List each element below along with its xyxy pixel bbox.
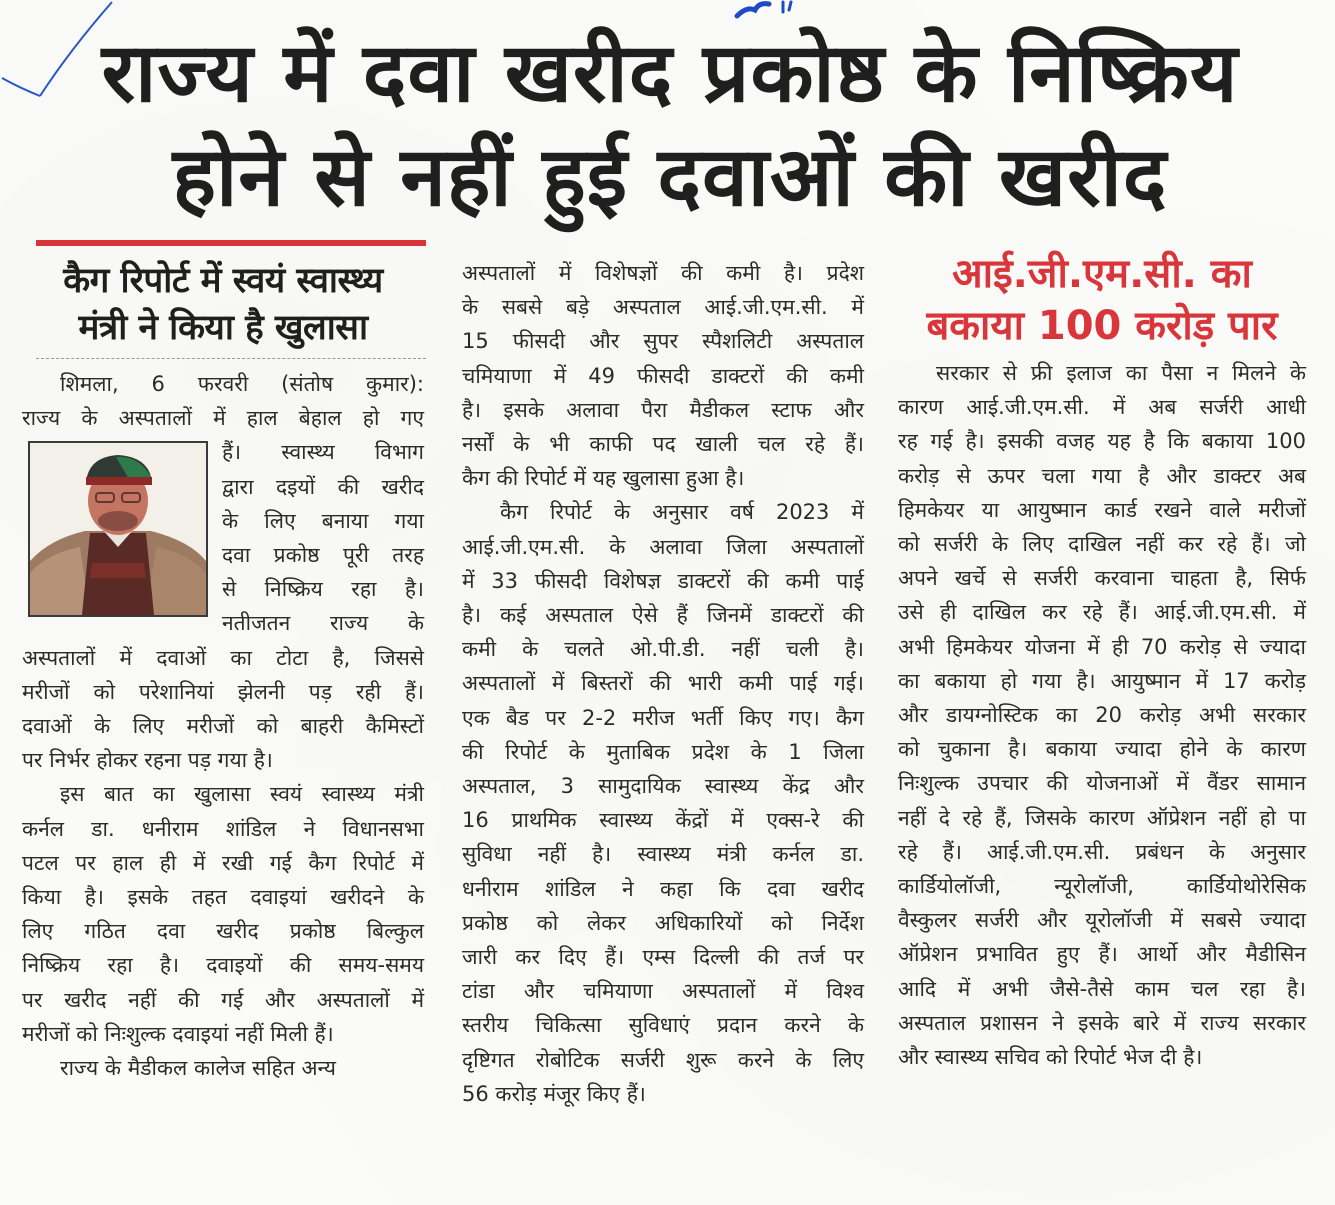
body-line: राज्य के अस्पतालों में हाल बेहाल हो गए xyxy=(22,406,424,431)
middle-column xyxy=(462,256,864,1111)
body-line: दृष्टिगत रोबोटिक सर्जरी शुरू करने के लिए xyxy=(462,1047,864,1072)
body-line: उसे ही दाखिल कर रहे हैं। आई.जी.एम.सी. में xyxy=(898,600,1306,625)
body-line: रह गई है। इसकी वजह यह है कि बकाया 100 xyxy=(898,429,1306,454)
body-line: किया है। इसके तहत दवाइयां खरीदने के xyxy=(22,885,424,910)
minister-photo xyxy=(28,441,208,617)
body-line: वैस्कुलर सर्जरी और यूरोलॉजी में सबसे ज्यादा xyxy=(898,908,1306,933)
body-line: टांडा और चमियाणा अस्पतालों में विश्व xyxy=(462,979,864,1004)
body-line: अस्पताल प्रशासन ने इसके बारे में राज्य सरकार xyxy=(898,1010,1306,1035)
body-line: कैग रिपोर्ट के अनुसार वर्ष 2023 में xyxy=(500,500,864,525)
body-line: करोड़ से ऊपर चला गया है और डाक्टर अब xyxy=(898,463,1306,488)
body-line: जारी कर दिए हैं। एम्स दिल्ली की तर्ज पर xyxy=(462,945,864,970)
body-line: 15 फीसदी और सुपर स्पैशलिटी अस्पताल xyxy=(462,329,864,354)
body-line: कार्डियोलॉजी, न्यूरोलॉजी, कार्डियोथोरेसिक xyxy=(898,874,1306,899)
body-line: कमी के चलते ओ.पी.डी. नहीं चली है। xyxy=(462,637,864,662)
body-line: और स्वास्थ्य सचिव को रिपोर्ट भेज दी है। xyxy=(898,1045,1203,1070)
body-line: और डायग्नोस्टिक का 20 करोड़ अभी सरकार xyxy=(898,703,1306,728)
body-line: राज्य के मैडीकल कालेज सहित अन्य xyxy=(60,1056,336,1081)
body-line: दवा प्रकोष्ठ पूरी तरह xyxy=(222,543,424,568)
body-line: दवाओं के लिए मरीजों को बाहरी कैमिस्टों xyxy=(22,714,424,739)
body-line: लिए गठित दवा खरीद प्रकोष्ठ बिल्कुल xyxy=(22,919,424,944)
body-line: पटल पर हाल ही में रखी गई कैग रिपोर्ट में xyxy=(22,850,424,875)
body-line: नहीं दे रहे हैं, जिसके कारण ऑप्रेशन नहीं हो पा xyxy=(898,805,1306,830)
left-subhead-line-1: कैग रिपोर्ट में स्वयं स्वास्थ्य xyxy=(63,261,383,301)
body-line: अस्पतालों में विशेषज्ञों की कमी है। प्रदेश xyxy=(462,261,864,285)
left-subhead-line-2: मंत्री ने किया है खुलासा xyxy=(78,308,368,348)
headline-line-2: होने से नहीं हुई दवाओं की खरीद xyxy=(172,130,1168,225)
body-line: सरकार से फ्री इलाज का पैसा न मिलने के xyxy=(936,361,1306,385)
body-line: में 33 फीसदी विशेषज्ञ डाक्टरों की कमी पाई xyxy=(462,568,864,593)
body-line: 16 प्राथमिक स्वास्थ्य केंद्रों में एक्स-रे की xyxy=(462,808,864,833)
body-line: धनीराम शांडिल ने कहा कि दवा खरीद xyxy=(462,876,864,901)
body-line: द्वारा दइयों की खरीद xyxy=(222,474,424,499)
body-line: 56 करोड़ मंजूर किए हैं। xyxy=(462,1081,646,1106)
body-line: कारण आई.जी.एम.सी. में अब सर्जरी आधी xyxy=(898,395,1306,420)
right-subhead-line-1: आई.जी.एम.सी. का xyxy=(952,251,1252,297)
body-line: रहे हैं। आई.जी.एम.सी. प्रबंधन के अनुसार xyxy=(898,839,1306,864)
body-line: अपने खर्चे से सर्जरी करवाना चाहता है, सिर्फ xyxy=(898,566,1306,591)
body-line: से निष्क्रिय रहा है। xyxy=(222,577,424,602)
body-line: है। कई अस्पताल ऐसे हैं जिनमें डाक्टरों की xyxy=(462,603,864,628)
body-line: हिमकेयर या आयुष्मान कार्ड रखने वाले मरीजों xyxy=(898,497,1306,522)
body-line: का बकाया हो गया है। आयुष्मान में 17 करोड़ xyxy=(898,668,1306,693)
body-line: नतीजतन राज्य के xyxy=(222,611,424,636)
body-line: अस्पतालों में दवाओं का टोटा है, जिससे xyxy=(22,645,424,670)
body-line: एक बैड पर 2-2 मरीज भर्ती किए गए। कैग xyxy=(462,705,864,730)
body-line: सुविधा नहीं है। स्वास्थ्य मंत्री कर्नल डा. xyxy=(462,842,864,867)
body-line: को चुकाना है। बकाया ज्यादा होने के कारण xyxy=(898,737,1306,762)
body-line: निष्क्रिय रहा है। दवाइयों की समय-समय xyxy=(22,953,424,978)
body-line: के सबसे बड़े अस्पताल आई.जी.एम.सी. में xyxy=(462,295,864,320)
right-subhead-line-2: बकाया 100 करोड़ पार xyxy=(926,303,1278,349)
body-line: पर खरीद नहीं की गई और अस्पतालों में xyxy=(22,987,424,1012)
body-line: को सर्जरी के लिए दाखिल नहीं कर रहे हैं। जो xyxy=(898,532,1306,557)
right-subhead xyxy=(898,248,1306,352)
left-column xyxy=(22,240,424,1085)
thin-divider xyxy=(36,358,426,359)
body-line: मरीजों को निःशुल्क दवाइयां नहीं मिली हैं। xyxy=(22,1021,334,1046)
body-line: अस्पतालों में बिस्तरों की भारी कमी पाई गई। xyxy=(462,671,864,696)
body-line: हैं। स्वास्थ्य विभाग xyxy=(222,440,424,465)
body-line: है। इसके अलावा पैरा मैडीकल स्टाफ और xyxy=(462,397,864,422)
body-line: की रिपोर्ट के मुताबिक प्रदेश के 1 जिला xyxy=(462,739,864,764)
body-line: के लिए बनाया गया xyxy=(222,508,424,533)
portrait-image xyxy=(30,443,206,615)
right-column xyxy=(898,240,1306,1074)
body-line: अस्पताल, 3 सामुदायिक स्वास्थ्य केंद्र और xyxy=(462,774,864,799)
body-line: कैग की रिपोर्ट में यह खुलासा हुआ है। xyxy=(462,466,745,491)
body-line: प्रकोष्ठ को लेकर अधिकारियों को निर्देश xyxy=(462,910,864,935)
body-line: इस बात का खुलासा स्वयं स्वास्थ्य मंत्री xyxy=(60,782,424,807)
body-line: निःशुल्क उपचार की योजनाओं में वैंडर सामान xyxy=(898,771,1306,796)
body-line: अभी हिमकेयर योजना में ही 70 करोड़ से ज्यादा xyxy=(898,634,1306,659)
body-line: कर्नल डा. धनीराम शांडिल ने विधानसभा xyxy=(22,816,424,841)
body-line: चमियाणा में 49 फीसदी डाक्टरों की कमी xyxy=(462,363,864,388)
body-line: आदि में अभी जैसे-तैसे काम चल रहा है। xyxy=(898,976,1306,1001)
body-line: मरीजों को परेशानियां झेलनी पड़ रही हैं। xyxy=(22,679,424,704)
left-subhead xyxy=(22,258,424,352)
body-line: नर्सों के भी काफी पद खाली चल रहे हैं। xyxy=(462,432,864,457)
main-headline xyxy=(40,22,1300,230)
body-line: पर निर्भर होकर रहना पड़ गया है। xyxy=(22,748,273,773)
red-divider xyxy=(36,240,426,246)
body-line: स्तरीय चिकित्सा सुविधाएं प्रदान करने के xyxy=(462,1013,864,1038)
body-line: ऑप्रेशन प्रभावित हुए हैं। आर्थो और मैडीसिन xyxy=(898,942,1306,967)
dateline: शिमला, 6 फरवरी (संतोष कुमार): xyxy=(60,372,424,396)
headline-line-1: राज्य में दवा खरीद प्रकोष्ठ के निष्क्रिय xyxy=(101,26,1239,121)
body-line: आई.जी.एम.सी. के अलावा जिला अस्पतालों xyxy=(462,534,864,559)
